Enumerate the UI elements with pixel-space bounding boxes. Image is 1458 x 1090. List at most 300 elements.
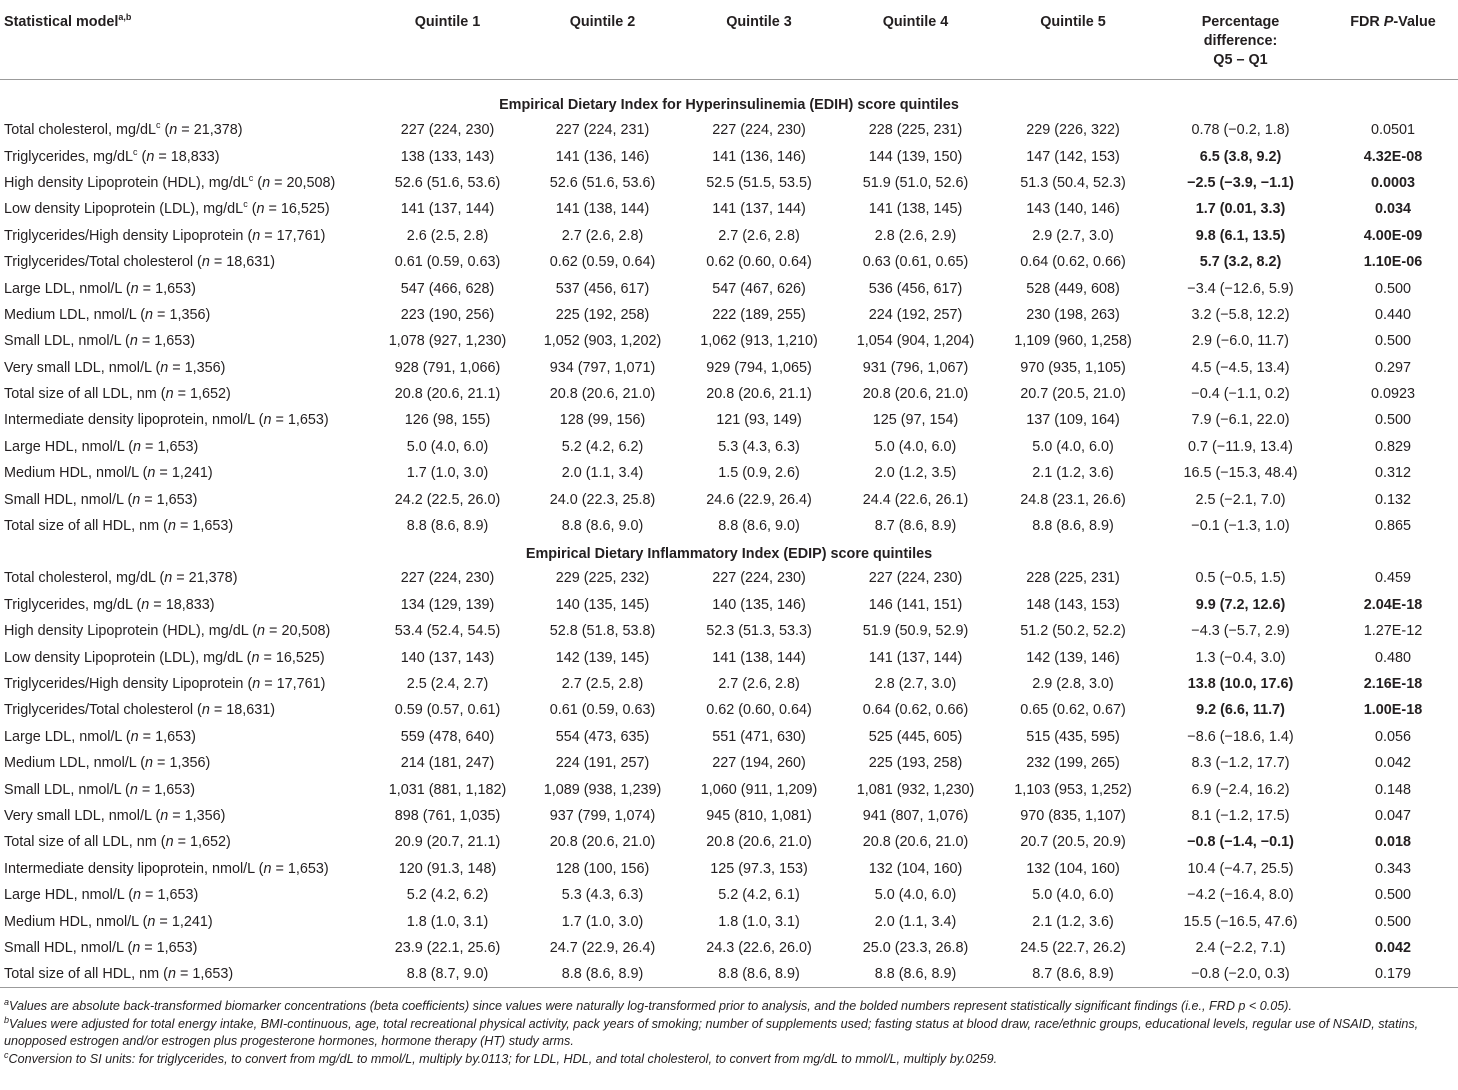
table-row bbox=[0, 961, 1458, 987]
pct-diff-cell: 2.5 (−2.1, 7.0) bbox=[1195, 491, 1286, 508]
quintile-3-cell: 0.62 (0.60, 0.64) bbox=[706, 254, 812, 271]
quintile-1-cell: 1.8 (1.0, 3.1) bbox=[406, 913, 489, 930]
row-label: Very small LDL, nmol/L (n = 1,356) bbox=[4, 359, 226, 376]
quintile-3-cell: 227 (224, 230) bbox=[712, 570, 806, 587]
quintile-2-cell: 1,089 (938, 1,239) bbox=[543, 781, 662, 798]
quintile-3-cell: 52.3 (51.3, 53.3) bbox=[706, 623, 812, 640]
quintile-3-cell: 0.62 (0.60, 0.64) bbox=[706, 702, 812, 719]
quintile-4-cell: 5.0 (4.0, 6.0) bbox=[874, 887, 957, 904]
table-row bbox=[0, 513, 1458, 539]
quintile-1-cell: 20.8 (20.6, 21.1) bbox=[394, 386, 501, 403]
pct-diff-cell: 16.5 (−15.3, 48.4) bbox=[1183, 465, 1298, 482]
quintile-2-cell: 227 (224, 231) bbox=[555, 122, 650, 139]
quintile-5-cell: 137 (109, 164) bbox=[1026, 412, 1120, 429]
table-row bbox=[0, 117, 1458, 143]
quintile-1-cell: 5.0 (4.0, 6.0) bbox=[406, 438, 489, 455]
quintile-2-cell: 24.0 (22.3, 25.8) bbox=[549, 491, 656, 508]
table-row bbox=[0, 302, 1458, 328]
row-label: Total size of all HDL, nm (n = 1,653) bbox=[4, 518, 234, 535]
quintile-3-cell: 140 (135, 146) bbox=[712, 596, 806, 613]
quintile-3-cell: 141 (138, 144) bbox=[712, 649, 806, 666]
quintile-1-cell: 8.8 (8.6, 8.9) bbox=[406, 518, 489, 535]
row-label: Medium HDL, nmol/L (n = 1,241) bbox=[4, 465, 213, 482]
quintile-1-cell: 24.2 (22.5, 26.0) bbox=[394, 491, 501, 508]
table-row bbox=[0, 644, 1458, 670]
quintile-1-cell: 52.6 (51.6, 53.6) bbox=[394, 174, 501, 191]
table-row bbox=[0, 223, 1458, 249]
table-row bbox=[0, 249, 1458, 275]
fdr-cell: 0.500 bbox=[1374, 280, 1411, 297]
quintile-1-cell: 2.5 (2.4, 2.7) bbox=[406, 676, 489, 692]
row-label: Small LDL, nmol/L (n = 1,653) bbox=[4, 333, 196, 350]
pct-diff-cell: 6.5 (3.8, 9.2) bbox=[1199, 148, 1282, 165]
quintile-3-cell: 945 (810, 1,081) bbox=[706, 807, 812, 824]
table-row bbox=[0, 328, 1458, 354]
quintile-2-cell: 2.7 (2.5, 2.8) bbox=[561, 676, 644, 692]
header-fdr: FDR P-Value bbox=[1328, 0, 1458, 79]
quintile-4-cell: 25.0 (23.3, 26.8) bbox=[862, 939, 969, 956]
quintile-5-cell: 24.8 (23.1, 26.6) bbox=[1020, 491, 1126, 508]
quintile-3-cell: 227 (194, 260) bbox=[712, 755, 806, 772]
quintile-4-cell: 20.8 (20.6, 21.0) bbox=[862, 386, 969, 403]
quintile-3-cell: 5.2 (4.2, 6.1) bbox=[718, 887, 800, 904]
pct-diff-cell: −0.8 (−2.0, 0.3) bbox=[1153, 961, 1328, 987]
fdr-cell: 0.042 bbox=[1374, 939, 1411, 956]
quintile-3-cell: 20.8 (20.6, 21.1) bbox=[706, 386, 812, 403]
fdr-cell: 0.500 bbox=[1374, 333, 1411, 350]
quintile-3-cell: 141 (136, 146) bbox=[712, 148, 806, 165]
header-q1: Quintile 1 bbox=[370, 0, 525, 79]
pct-diff-cell: 0.7 (−11.9, 13.4) bbox=[1188, 438, 1293, 455]
fdr-cell: 4.00E-09 bbox=[1363, 227, 1423, 244]
quintile-5-cell: 0.64 (0.62, 0.66) bbox=[1020, 254, 1126, 271]
quintile-3-cell: 2.7 (2.6, 2.8) bbox=[718, 227, 800, 244]
quintile-1-cell: 214 (181, 247) bbox=[400, 755, 495, 772]
quintile-2-cell: 20.8 (20.6, 21.0) bbox=[549, 834, 656, 851]
quintile-1-cell: 547 (466, 628) bbox=[400, 280, 495, 297]
quintile-5-cell: 1,103 (953, 1,252) bbox=[1014, 781, 1132, 798]
quintile-5-cell: 132 (104, 160) bbox=[1026, 860, 1120, 877]
fdr-cell: 0.500 bbox=[1374, 913, 1411, 930]
quintile-4-cell: 0.64 (0.62, 0.66) bbox=[862, 702, 969, 719]
fdr-cell: 0.034 bbox=[1374, 201, 1411, 218]
quintile-1-cell: 1,078 (927, 1,230) bbox=[388, 333, 507, 350]
fdr-cell: 2.04E-18 bbox=[1363, 596, 1423, 613]
quintile-4-cell: 20.8 (20.6, 21.0) bbox=[862, 834, 969, 851]
section-header bbox=[0, 79, 1458, 117]
quintile-4-cell: 1,081 (932, 1,230) bbox=[856, 781, 975, 798]
quintile-2-cell: 141 (136, 146) bbox=[555, 148, 650, 165]
table-row bbox=[0, 170, 1458, 196]
quintile-5-cell: 970 (935, 1,105) bbox=[1020, 359, 1126, 376]
pct-diff-cell: −3.4 (−12.6, 5.9) bbox=[1187, 280, 1294, 297]
quintile-5-cell: 2.1 (1.2, 3.6) bbox=[1032, 465, 1114, 482]
quintile-2-cell: 224 (191, 257) bbox=[555, 755, 650, 772]
quintile-5-cell: 230 (198, 263) bbox=[1026, 306, 1120, 323]
fdr-cell: 4.32E-08 bbox=[1363, 148, 1423, 165]
quintile-1-cell: 1,031 (881, 1,182) bbox=[388, 781, 507, 798]
quintile-3-cell: 1,062 (913, 1,210) bbox=[700, 333, 818, 350]
quintile-1-cell: 20.9 (20.7, 21.1) bbox=[394, 834, 501, 851]
pct-diff-cell: 9.8 (6.1, 13.5) bbox=[1195, 227, 1286, 244]
row-label: Small HDL, nmol/L (n = 1,653) bbox=[4, 491, 198, 508]
row-label: Large LDL, nmol/L (n = 1,653) bbox=[4, 280, 196, 297]
pct-diff-cell: 15.5 (−16.5, 47.6) bbox=[1183, 913, 1298, 930]
quintile-3-cell: 547 (467, 626) bbox=[712, 280, 806, 297]
row-label: Triglycerides/High density Lipoprotein (n = 17,761) bbox=[4, 676, 326, 692]
quintile-5-cell: 2.9 (2.8, 3.0) bbox=[1032, 676, 1114, 692]
header-q4: Quintile 4 bbox=[838, 0, 993, 79]
quintile-3-cell: 141 (137, 144) bbox=[712, 201, 806, 218]
pct-diff-cell: 2.4 (−2.2, 7.1) bbox=[1195, 939, 1286, 956]
quintile-4-cell: 2.0 (1.1, 3.4) bbox=[874, 913, 957, 930]
fdr-cell: 0.132 bbox=[1374, 491, 1411, 508]
pct-diff-cell: 1.3 (−0.4, 3.0) bbox=[1195, 649, 1286, 666]
quintile-2-cell: 937 (799, 1,074) bbox=[549, 807, 656, 824]
fdr-cell: 1.10E-06 bbox=[1363, 254, 1423, 271]
table-body bbox=[0, 79, 1458, 988]
section-header bbox=[0, 539, 1458, 565]
row-label: Total size of all LDL, nm (n = 1,652) bbox=[4, 834, 231, 851]
pct-diff-cell: 3.2 (−5.8, 12.2) bbox=[1191, 306, 1290, 323]
quintile-5-cell: 147 (142, 153) bbox=[1026, 148, 1120, 165]
quintile-3-cell: 52.5 (51.5, 53.5) bbox=[706, 174, 812, 191]
pct-diff-cell: 0.5 (−0.5, 1.5) bbox=[1195, 570, 1286, 587]
fdr-cell: 0.018 bbox=[1374, 834, 1411, 851]
fdr-cell: 0.0501 bbox=[1370, 122, 1415, 139]
quintile-3-cell: 20.8 (20.6, 21.0) bbox=[706, 834, 812, 851]
quintile-4-cell: 8.8 (8.6, 8.9) bbox=[838, 961, 993, 987]
quintile-3-cell: 1.8 (1.0, 3.1) bbox=[718, 913, 800, 930]
table-row bbox=[0, 935, 1458, 961]
quintile-4-cell: 5.0 (4.0, 6.0) bbox=[874, 438, 957, 455]
quintile-2-cell: 537 (456, 617) bbox=[555, 280, 650, 297]
quintile-3-cell: 551 (471, 630) bbox=[712, 728, 806, 745]
table-row bbox=[0, 803, 1458, 829]
header-q3: Quintile 3 bbox=[680, 0, 838, 79]
row-label: Intermediate density lipoprotein, nmol/L (n = 1,653) bbox=[4, 860, 329, 877]
quintile-1-cell: 928 (791, 1,066) bbox=[394, 359, 501, 376]
quintile-1-cell: 120 (91.3, 148) bbox=[398, 860, 497, 877]
quintile-3-cell: 8.8 (8.6, 9.0) bbox=[718, 518, 800, 535]
quintile-5-cell: 143 (140, 146) bbox=[1026, 201, 1120, 218]
quintile-5-cell: 8.7 (8.6, 8.9) bbox=[993, 961, 1153, 987]
quintile-4-cell: 224 (192, 257) bbox=[868, 306, 963, 323]
quintile-1-cell: 0.61 (0.59, 0.63) bbox=[394, 254, 501, 271]
fdr-cell: 0.0003 bbox=[1370, 174, 1415, 191]
quintile-4-cell: 8.7 (8.6, 8.9) bbox=[874, 518, 957, 535]
header-q5: Quintile 5 bbox=[993, 0, 1153, 79]
quintile-2-cell: 8.8 (8.6, 9.0) bbox=[561, 518, 644, 535]
quintile-2-cell: 52.6 (51.6, 53.6) bbox=[549, 174, 656, 191]
quintile-5-cell: 0.65 (0.62, 0.67) bbox=[1020, 702, 1126, 719]
quintile-5-cell: 142 (139, 146) bbox=[1026, 649, 1120, 666]
quintile-4-cell: 2.0 (1.2, 3.5) bbox=[874, 465, 957, 482]
quintile-3-cell: 8.8 (8.6, 8.9) bbox=[680, 961, 838, 987]
quintile-2-cell: 128 (99, 156) bbox=[559, 412, 646, 429]
quintile-3-cell: 125 (97.3, 153) bbox=[710, 860, 808, 877]
row-label: Triglycerides, mg/dL (n = 18,833) bbox=[4, 596, 215, 613]
row-label: Medium HDL, nmol/L (n = 1,241) bbox=[4, 913, 213, 930]
quintile-1-cell: 5.2 (4.2, 6.2) bbox=[406, 887, 489, 904]
quintile-4-cell: 2.8 (2.7, 3.0) bbox=[874, 676, 957, 692]
footnotes bbox=[0, 988, 1458, 1068]
quintile-5-cell: 148 (143, 153) bbox=[1026, 596, 1120, 613]
quintile-4-cell: 146 (141, 151) bbox=[868, 596, 963, 613]
quintile-1-cell: 1.7 (1.0, 3.0) bbox=[406, 465, 489, 482]
table-row bbox=[0, 486, 1458, 512]
pct-diff-cell: 8.3 (−1.2, 17.7) bbox=[1191, 755, 1290, 772]
pct-diff-cell: 13.8 (10.0, 17.6) bbox=[1187, 676, 1294, 692]
table-row bbox=[0, 565, 1458, 591]
fdr-cell: 0.459 bbox=[1374, 570, 1411, 587]
quintile-4-cell: 225 (193, 258) bbox=[868, 755, 963, 772]
quintile-1-cell: 0.59 (0.57, 0.61) bbox=[394, 702, 501, 719]
quintile-1-cell: 227 (224, 230) bbox=[400, 122, 495, 139]
fdr-cell: 1.00E-18 bbox=[1363, 702, 1423, 719]
pct-diff-cell: 7.9 (−6.1, 22.0) bbox=[1191, 412, 1290, 429]
quintile-1-cell: 23.9 (22.1, 25.6) bbox=[394, 939, 501, 956]
quintile-3-cell: 121 (93, 149) bbox=[716, 412, 802, 429]
quintile-2-cell: 1,052 (903, 1,202) bbox=[543, 333, 662, 350]
table-row bbox=[0, 434, 1458, 460]
row-label: Total size of all HDL, nm (n = 1,653) bbox=[0, 961, 370, 987]
quintile-5-cell: 20.7 (20.5, 20.9) bbox=[1020, 834, 1126, 851]
quintile-5-cell: 1,109 (960, 1,258) bbox=[1014, 333, 1132, 350]
pct-diff-cell: 9.9 (7.2, 12.6) bbox=[1195, 596, 1286, 613]
quintile-4-cell: 132 (104, 160) bbox=[868, 860, 963, 877]
table-row bbox=[0, 460, 1458, 486]
quintile-3-cell: 5.3 (4.3, 6.3) bbox=[718, 438, 800, 455]
section-title: Empirical Dietary Index for Hyperinsulinemia (EDIH) score quintiles bbox=[499, 96, 959, 113]
quintile-5-cell: 229 (226, 322) bbox=[1026, 122, 1120, 139]
quintile-2-cell: 52.8 (51.8, 53.8) bbox=[549, 623, 656, 640]
fdr-cell: 0.148 bbox=[1374, 781, 1411, 798]
pct-diff-cell: −4.3 (−5.7, 2.9) bbox=[1191, 623, 1290, 640]
table-row bbox=[0, 882, 1458, 908]
quintile-1-cell: 134 (129, 139) bbox=[400, 596, 495, 613]
row-label: Total cholesterol, $mg/dL^c$ (n = 21,378) bbox=[4, 120, 243, 139]
table-row bbox=[0, 196, 1458, 222]
quintile-2-cell: 229 (225, 232) bbox=[555, 570, 650, 587]
fdr-cell: 2.16E-18 bbox=[1363, 676, 1423, 692]
quintile-1-cell: 898 (761, 1,035) bbox=[394, 807, 501, 824]
quintile-2-cell: 8.8 (8.6, 8.9) bbox=[525, 961, 680, 987]
quintile-1-cell: 140 (137, 143) bbox=[400, 649, 495, 666]
row-label: Small HDL, nmol/L (n = 1,653) bbox=[4, 939, 198, 956]
quintile-5-cell: 51.3 (50.4, 52.3) bbox=[1020, 174, 1126, 191]
row-label: Triglycerides/High density Lipoprotein (n = 17,761) bbox=[4, 227, 326, 244]
table-row bbox=[0, 776, 1458, 802]
quintile-2-cell: 128 (100, 156) bbox=[555, 860, 650, 877]
table-row bbox=[0, 724, 1458, 750]
quintile-1-cell: 53.4 (52.4, 54.5) bbox=[394, 623, 501, 640]
quintile-5-cell: 228 (225, 231) bbox=[1026, 570, 1120, 587]
section-title: Empirical Dietary Inflammatory Index (EDIP) score quintiles bbox=[525, 545, 933, 562]
quintile-4-cell: 1,054 (904, 1,204) bbox=[856, 333, 975, 350]
quintile-5-cell: 20.7 (20.5, 21.0) bbox=[1020, 386, 1126, 403]
row-label: Triglycerides, $mg/dL^c$ (n = 18,833) bbox=[4, 146, 220, 165]
quintile-4-cell: 931 (796, 1,067) bbox=[862, 359, 969, 376]
header-pct-diff: Percentage difference: Q5 – Q1 bbox=[1153, 0, 1328, 79]
quintile-2-cell: 225 (192, 258) bbox=[555, 306, 650, 323]
quintile-4-cell: 141 (138, 145) bbox=[868, 201, 963, 218]
quintile-5-cell: 8.8 (8.6, 8.9) bbox=[1032, 518, 1114, 535]
pct-diff-cell: 5.7 (3.2, 8.2) bbox=[1199, 254, 1282, 271]
pct-diff-cell: −0.1 (−1.3, 1.0) bbox=[1191, 518, 1290, 535]
fdr-cell: 0.480 bbox=[1374, 649, 1411, 666]
quintile-5-cell: 5.0 (4.0, 6.0) bbox=[1032, 887, 1114, 904]
row-label: Medium LDL, nmol/L (n = 1,356) bbox=[4, 306, 211, 323]
quintile-3-cell: 1.5 (0.9, 2.6) bbox=[718, 465, 800, 482]
quintile-5-cell: 24.5 (22.7, 26.2) bbox=[1020, 939, 1126, 956]
row-label: Total size of all LDL, nm (n = 1,652) bbox=[4, 386, 231, 403]
table-row bbox=[0, 143, 1458, 169]
quintile-2-cell: 5.3 (4.3, 6.3) bbox=[561, 887, 644, 904]
quintile-3-cell: 2.7 (2.6, 2.8) bbox=[718, 676, 800, 692]
table-row bbox=[0, 407, 1458, 433]
quintile-1-cell: 227 (224, 230) bbox=[400, 570, 495, 587]
quintile-4-cell: 536 (456, 617) bbox=[868, 280, 963, 297]
quintile-3-cell: 222 (189, 255) bbox=[712, 306, 806, 323]
quintile-2-cell: 140 (135, 145) bbox=[555, 596, 650, 613]
row-label: Intermediate density lipoprotein, nmol/L (n = 1,653) bbox=[4, 412, 329, 429]
table-row bbox=[0, 381, 1458, 407]
quintile-5-cell: 528 (449, 608) bbox=[1026, 280, 1120, 297]
fdr-cell: 0.829 bbox=[1374, 438, 1411, 455]
fdr-cell: 0.500 bbox=[1374, 887, 1411, 904]
quintile-4-cell: 24.4 (22.6, 26.1) bbox=[862, 491, 969, 508]
quintile-2-cell: 141 (138, 144) bbox=[555, 201, 650, 218]
table-row bbox=[0, 829, 1458, 855]
fdr-cell: 0.179 bbox=[1328, 961, 1458, 987]
quintile-5-cell: 51.2 (50.2, 52.2) bbox=[1020, 623, 1126, 640]
fdr-cell: 0.297 bbox=[1374, 359, 1411, 376]
fdr-cell: 0.343 bbox=[1374, 860, 1411, 877]
quintile-4-cell: 125 (97, 154) bbox=[872, 412, 959, 429]
quintile-2-cell: 2.0 (1.1, 3.4) bbox=[561, 465, 644, 482]
row-label: Medium LDL, nmol/L (n = 1,356) bbox=[4, 755, 211, 772]
quintile-1-cell: 2.6 (2.5, 2.8) bbox=[406, 227, 489, 244]
quintile-2-cell: 20.8 (20.6, 21.0) bbox=[549, 386, 656, 403]
fdr-cell: 0.500 bbox=[1374, 412, 1411, 429]
table-row bbox=[0, 697, 1458, 723]
quintile-5-cell: 2.1 (1.2, 3.6) bbox=[1032, 913, 1114, 930]
footnote: $^b$Values were adjusted for total energy intake, BMI-continuous, age, total recreational physical activity, pack years of smoking; number of supplements used; fasting status at blood draw, race/ethnic groups, educational levels, regular use of NSAID, statins, unopposed estrogen and/or estrogen plus progesterone hormones, hormone therapy (HT) study arms. bbox=[4, 1014, 1419, 1049]
quintile-4-cell: 941 (807, 1,076) bbox=[862, 807, 969, 824]
fdr-cell: 0.042 bbox=[1374, 755, 1411, 772]
quintile-2-cell: 1.7 (1.0, 3.0) bbox=[561, 913, 644, 930]
pct-diff-cell: 0.78 (−0.2, 1.8) bbox=[1191, 122, 1290, 139]
pct-diff-cell: −0.8 (−1.4, −0.1) bbox=[1187, 834, 1294, 851]
quintile-3-cell: 24.3 (22.6, 26.0) bbox=[706, 939, 812, 956]
quintile-4-cell: 51.9 (50.9, 52.9) bbox=[862, 623, 969, 640]
quintile-2-cell: 5.2 (4.2, 6.2) bbox=[561, 438, 644, 455]
quintile-5-cell: 970 (835, 1,107) bbox=[1020, 807, 1126, 824]
row-label: High density Lipoprotein (HDL), $mg/dL^c$ (n = 20,508) bbox=[4, 173, 336, 191]
table-row bbox=[0, 908, 1458, 934]
row-label: Small LDL, nmol/L (n = 1,653) bbox=[4, 781, 196, 798]
table-row bbox=[0, 750, 1458, 776]
row-label: Low density Lipoprotein (LDL), mg/dL (n = 16,525) bbox=[4, 649, 325, 666]
table-row bbox=[0, 618, 1458, 644]
quintile-1-cell: 8.8 (8.7, 9.0) bbox=[370, 961, 525, 987]
quintile-3-cell: 24.6 (22.9, 26.4) bbox=[706, 491, 812, 508]
footnote: $^a$Values are absolute back-transformed biomarker concentrations (beta coefficients) since values were naturally log-transformed prior to analysis, and the bolded numbers represent statistically significant findings (i.e., FRD p < 0.05). bbox=[4, 996, 1292, 1013]
fdr-cell: 0.0923 bbox=[1370, 386, 1415, 403]
header-q2: Quintile 2 bbox=[525, 0, 680, 79]
table-row bbox=[0, 671, 1458, 697]
table-row bbox=[0, 592, 1458, 618]
quintile-4-cell: 525 (445, 605) bbox=[868, 728, 963, 745]
quintile-1-cell: 138 (133, 143) bbox=[400, 148, 495, 165]
quintile-4-cell: 0.63 (0.61, 0.65) bbox=[862, 254, 969, 271]
pct-diff-cell: 9.2 (6.6, 11.7) bbox=[1196, 702, 1285, 719]
quintile-2-cell: 2.7 (2.6, 2.8) bbox=[561, 227, 644, 244]
quintile-5-cell: 2.9 (2.7, 3.0) bbox=[1032, 227, 1114, 244]
quintile-4-cell: 228 (225, 231) bbox=[868, 122, 963, 139]
pct-diff-cell: −8.6 (−18.6, 1.4) bbox=[1187, 728, 1294, 745]
pct-diff-cell: 8.1 (−1.2, 17.5) bbox=[1191, 807, 1290, 824]
quintile-1-cell: 223 (190, 256) bbox=[400, 306, 495, 323]
quintile-4-cell: 141 (137, 144) bbox=[868, 649, 963, 666]
quintile-2-cell: 0.61 (0.59, 0.63) bbox=[549, 702, 656, 719]
table-row bbox=[0, 275, 1458, 301]
pct-diff-cell: −2.5 (−3.9, −1.1) bbox=[1187, 174, 1294, 191]
pct-diff-cell: 4.5 (−4.5, 13.4) bbox=[1191, 359, 1290, 376]
table-row bbox=[0, 355, 1458, 381]
row-label: Very small LDL, nmol/L (n = 1,356) bbox=[4, 807, 226, 824]
fdr-cell: 0.312 bbox=[1374, 465, 1411, 482]
row-label: Total cholesterol, mg/dL (n = 21,378) bbox=[4, 570, 238, 587]
quintile-2-cell: 934 (797, 1,071) bbox=[549, 359, 656, 376]
fdr-cell: 0.865 bbox=[1374, 518, 1411, 535]
fdr-cell: 0.440 bbox=[1374, 306, 1411, 323]
quintile-2-cell: 24.7 (22.9, 26.4) bbox=[549, 939, 656, 956]
quintile-4-cell: 227 (224, 230) bbox=[868, 570, 963, 587]
quintile-1-cell: 141 (137, 144) bbox=[400, 201, 495, 218]
quintile-5-cell: 232 (199, 265) bbox=[1026, 755, 1120, 772]
header-model: Statistical model$^{a,b}$ bbox=[0, 0, 370, 79]
row-label: Large HDL, nmol/L (n = 1,653) bbox=[4, 438, 199, 455]
quintile-3-cell: 227 (224, 230) bbox=[712, 122, 806, 139]
quintile-4-cell: 51.9 (51.0, 52.6) bbox=[862, 174, 969, 191]
quintile-4-cell: 2.8 (2.6, 2.9) bbox=[874, 227, 957, 244]
quintile-2-cell: 0.62 (0.59, 0.64) bbox=[549, 254, 656, 271]
pct-diff-cell: 2.9 (−6.0, 11.7) bbox=[1192, 333, 1289, 350]
pct-diff-cell: −0.4 (−1.1, 0.2) bbox=[1191, 386, 1290, 403]
quintile-5-cell: 5.0 (4.0, 6.0) bbox=[1032, 438, 1114, 455]
row-label: Large HDL, nmol/L (n = 1,653) bbox=[4, 887, 199, 904]
fdr-cell: 1.27E-12 bbox=[1363, 623, 1423, 640]
fdr-cell: 0.056 bbox=[1374, 728, 1411, 745]
quintile-2-cell: 142 (139, 145) bbox=[555, 649, 650, 666]
header-row bbox=[0, 0, 1458, 79]
pct-diff-cell: 1.7 (0.01, 3.3) bbox=[1195, 201, 1286, 218]
quintile-3-cell: 1,060 (911, 1,209) bbox=[700, 781, 818, 798]
fdr-cell: 0.047 bbox=[1374, 807, 1411, 824]
footnote: $^c$Conversion to SI units: for triglycerides, to convert from mg/dL to mmol/L, multiply by.0113; for LDL, HDL, and total cholesterol, to convert from mg/dL to mmol/L, multiply by.0259. bbox=[4, 1049, 998, 1066]
row-label: Triglycerides/Total cholesterol (n = 18,631) bbox=[4, 702, 276, 719]
pct-diff-cell: 6.9 (−2.4, 16.2) bbox=[1191, 781, 1290, 798]
row-label: Large LDL, nmol/L (n = 1,653) bbox=[4, 728, 196, 745]
row-label: Triglycerides/Total cholesterol (n = 18,631) bbox=[4, 254, 276, 271]
quintile-4-cell: 144 (139, 150) bbox=[868, 148, 963, 165]
quintile-3-cell: 929 (794, 1,065) bbox=[706, 359, 812, 376]
row-label: High density Lipoprotein (HDL), mg/dL (n = 20,508) bbox=[4, 623, 331, 640]
quintile-5-cell: 515 (435, 595) bbox=[1026, 728, 1120, 745]
pct-diff-cell: 10.4 (−4.7, 25.5) bbox=[1187, 860, 1294, 877]
